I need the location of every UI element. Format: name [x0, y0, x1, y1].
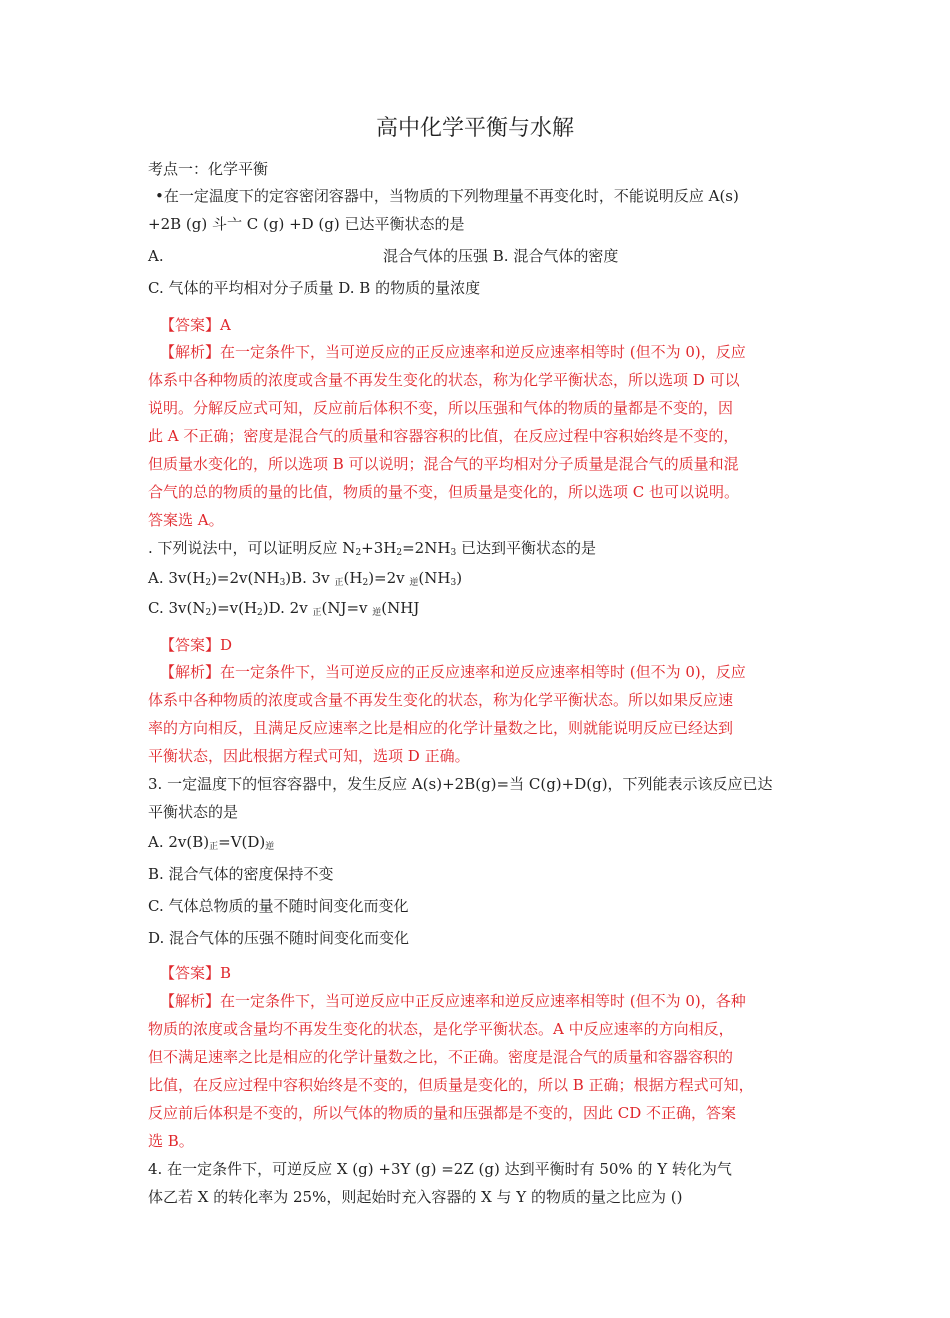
q3-option-d: D. 混合气体的压强不随时间变化而变化 [148, 929, 410, 947]
q3-stem-line2: 平衡状态的是 [148, 803, 239, 821]
q1-stem-line2: +2B (g) 斗亠 C (g) +D (g) 已达平衡状态的是 [148, 215, 465, 233]
q2-option-c-d: C. $3v(N_2)=v(H_2)D$. 2v $_正$(NJ=v $_逆$(NHJ [148, 599, 420, 618]
q3-analysis-line: 选 B。 [148, 1132, 194, 1150]
q3-option-b: B. 混合气体的密度保持不变 [148, 865, 334, 883]
q2-analysis-line: 体系中各种物质的浓度或含量不再发生变化的状态，称为化学平衡状态。所以如果反应速 [148, 691, 734, 709]
q1-analysis-line: 体系中各种物质的浓度或含量不再发生变化的状态，称为化学平衡状态，所以选项 D 可以 [148, 371, 740, 389]
q1-analysis-line: 【解析】在一定条件下，当可逆反应的正反应速率和逆反应速率相等时 (但不为 0)，反应 [160, 343, 746, 361]
q1-analysis-line: 答案选 A。 [148, 511, 224, 529]
q4-stem-line2: 体乙若 X 的转化率为 25%，则起始时充入容器的 X 与 Y 的物质的量之比应为 () [148, 1188, 683, 1206]
q1-analysis-line: 说明。分解反应式可知，反应前后体积不变，所以压强和气体的物质的量都是不变的，因 [148, 399, 734, 417]
q3-option-a: A. $2v(B)_正=V(D)_逆$ [148, 833, 275, 852]
section-heading: 考点一：化学平衡 [148, 160, 269, 178]
q3-answer: 【答案】B [160, 964, 232, 982]
q3-analysis-line: 【解析】在一定条件下，当可逆反应中正反应速率和逆反应速率相等时 (但不为 0)，各种 [160, 992, 746, 1010]
q1-analysis-line: 但质量水变化的，所以选项 B 可以说明；混合气的平均相对分子质量是混合气的质量和混 [148, 455, 739, 473]
q1-answer: 【答案】A [160, 316, 231, 334]
q2-analysis-line: 平衡状态，因此根据方程式可知，选项 D 正确。 [148, 747, 470, 765]
q1-option-a-label: A. [148, 247, 164, 265]
q2-stem: . 下列说法中，可以证明反应 $N_2+3H_2=2NH_3$ 已达到平衡状态的是 [148, 539, 596, 558]
q2-analysis-line: 【解析】在一定条件下，当可逆反应的正反应速率和逆反应速率相等时 (但不为 0)，反应 [160, 663, 746, 681]
q2-answer: 【答案】D [160, 636, 233, 654]
q1-option-a-b: 混合气体的压强 B. 混合气体的密度 [383, 247, 619, 265]
q2-analysis-line: 率的方向相反，且满足反应速率之比是相应的化学计量数之比，则就能说明反应已经达到 [148, 719, 734, 737]
q1-analysis-line: 合气的总的物质的量的比值，物质的量不变，但质量是变化的，所以选项 C 也可以说明。 [148, 483, 740, 501]
q3-analysis-line: 反应前后体积是不变的，所以气体的物质的量和压强都是不变的，因此 CD 不正确，答案 [148, 1104, 737, 1122]
q3-analysis-line: 物质的浓度或含量均不再发生变化的状态，是化学平衡状态。A 中反应速率的方向相反， [148, 1020, 734, 1038]
q1-stem-line1: •在一定温度下的定容密闭容器中，当物质的下列物理量不再变化时，不能说明反应 A(s) [155, 187, 739, 205]
q1-analysis-line: 此 A 不正确；密度是混合气的质量和容器容积的比值，在反应过程中容积始终是不变的， [148, 427, 739, 445]
q3-analysis-line: 比值，在反应过程中容积始终是不变的，但质量是变化的，所以 B 正确；根据方程式可知， [148, 1076, 754, 1094]
q3-option-c: C. 气体总物质的量不随时间变化而变化 [148, 897, 409, 915]
q4-stem-line1: 4. 在一定条件下，可逆反应 X (g) +3Y (g) =2Z (g) 达到平衡时有 50% 的 Y 转化为气 [148, 1160, 732, 1178]
q2-option-a-b: A. $3v(H_2)=2v(NH_3)B$. 3v $_正(H_2)=2v$ $_逆(NH_3)$ [148, 569, 463, 588]
q3-analysis-line: 但不满足速率之比是相应的化学计量数之比，不正确。密度是混合气的质量和容器容积的 [148, 1048, 734, 1066]
q3-stem-line1: 3. 一定温度下的恒容容器中，发生反应 A(s)+2B(g)=当 C(g)+D(g)，下列能表示该反应已达 [148, 775, 773, 793]
page-title: 高中化学平衡与水解 [375, 116, 574, 141]
q1-option-c-d: C. 气体的平均相对分子质量 D. B 的物质的量浓度 [148, 279, 481, 297]
